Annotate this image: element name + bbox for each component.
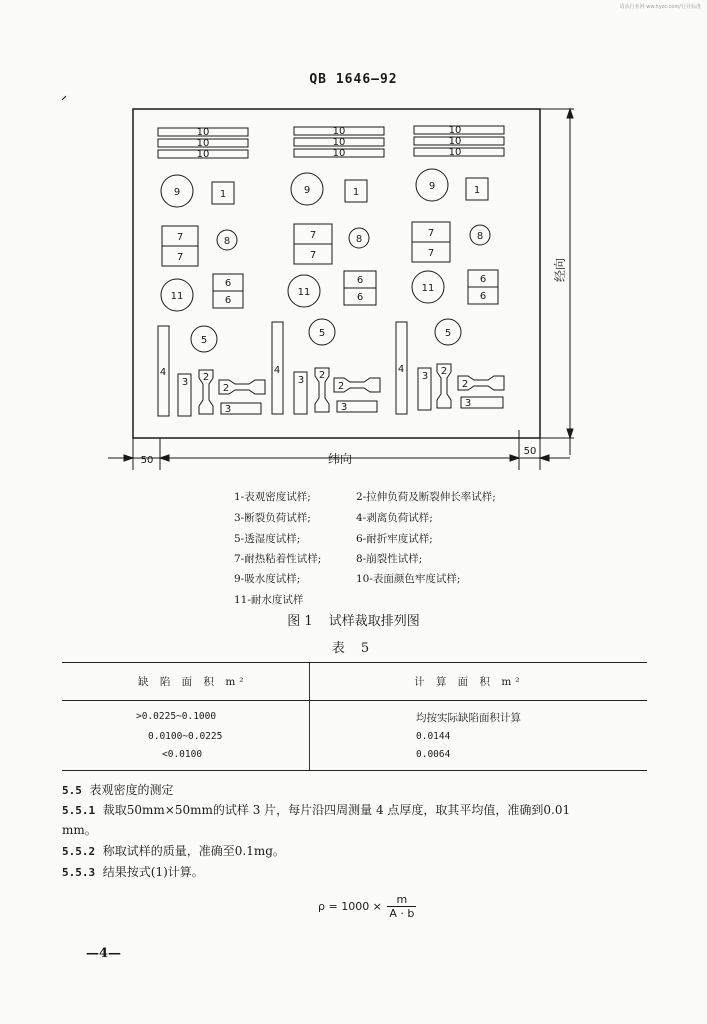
svg-text:1: 1: [352, 187, 360, 198]
svg-text:10: 10: [196, 149, 210, 160]
svg-text:7: 7: [309, 250, 317, 261]
table-bottom-rule: [62, 770, 647, 771]
svg-text:2: 2: [318, 370, 326, 381]
svg-text:3: 3: [340, 402, 348, 413]
left-tick: [62, 96, 66, 100]
left-margin-label: 50: [140, 455, 154, 466]
page-number: —4—: [86, 946, 122, 961]
svg-text:8: 8: [223, 236, 231, 247]
figure-caption: [0, 610, 707, 629]
svg-text:6: 6: [356, 275, 364, 286]
table-cell: >0.0225~0.1000: [136, 711, 217, 722]
svg-text:3: 3: [181, 377, 189, 388]
legend-item: 9-吸水度试样;: [234, 573, 301, 585]
svg-text:8: 8: [355, 234, 363, 245]
legend-item: 4-剥离负荷试样;: [356, 512, 433, 524]
svg-text:4: 4: [273, 365, 281, 376]
legend-item: 11-耐水度试样: [234, 594, 304, 606]
svg-text:10: 10: [448, 136, 462, 147]
svg-text:3: 3: [297, 375, 305, 386]
svg-text:2: 2: [222, 383, 230, 394]
svg-text:9: 9: [303, 185, 311, 196]
svg-text:3: 3: [464, 398, 472, 409]
warp-arrow-bottom: [567, 429, 573, 438]
weft-label: 纬向: [327, 452, 353, 466]
svg-text:2: 2: [461, 379, 469, 390]
legend-item: 10-表面颜色牢度试样;: [356, 573, 461, 585]
svg-text:10: 10: [332, 126, 346, 137]
svg-text:7: 7: [427, 228, 435, 239]
svg-text:7: 7: [309, 230, 317, 241]
legend-item: 1-表观密度试样;: [234, 491, 311, 503]
table-header-calc-area: 计 算 面 积 m²: [414, 676, 524, 688]
table-header-rule: [62, 700, 647, 701]
svg-text:6: 6: [224, 295, 232, 306]
svg-text:7: 7: [176, 232, 184, 243]
legend-item: 2-拉伸负荷及断裂伸长率试样;: [356, 491, 496, 503]
svg-text:9: 9: [428, 181, 436, 192]
table-column-rule: [309, 663, 310, 770]
density-formula: [318, 893, 416, 920]
table-title: 表 5: [331, 641, 376, 656]
legend-item: 8-崩裂性试样;: [356, 553, 423, 565]
table-cell: 0.0064: [416, 749, 451, 760]
right-margin-label: 50: [523, 446, 537, 457]
svg-text:10: 10: [448, 147, 462, 158]
table-cell: 0.0100~0.0225: [148, 731, 223, 742]
svg-text:1: 1: [219, 189, 227, 200]
svg-text:6: 6: [479, 274, 487, 285]
corner-watermark: 请从行业网 ww.hyzc.com/行业标准: [619, 4, 701, 10]
legend-item: 7-耐热粘着性试样;: [234, 553, 322, 565]
svg-text:6: 6: [224, 278, 232, 289]
svg-text:5: 5: [318, 328, 326, 339]
section-5-5-2: 5.5.2 称取试样的质量，准确至0.1mg。: [62, 844, 285, 858]
figure-number: 图 1: [287, 614, 313, 629]
table-cell: 均按实际缺陷面积计算: [416, 712, 521, 724]
svg-text:5: 5: [200, 335, 208, 346]
svg-text:10: 10: [196, 138, 210, 149]
svg-text:3: 3: [224, 404, 232, 415]
table-top-rule: [62, 662, 647, 663]
table-cell: 0.0144: [416, 731, 451, 742]
sample-group-2: [272, 126, 384, 414]
warp-arrow-top: [567, 109, 573, 118]
svg-text:10: 10: [448, 125, 462, 136]
sample-layout-figure: [0, 0, 707, 480]
standard-code-header: QB 1646—92: [309, 72, 398, 87]
legend-item: 6-耐折牢度试样;: [356, 533, 433, 545]
svg-text:7: 7: [427, 248, 435, 259]
svg-text:10: 10: [332, 148, 346, 159]
svg-text:7: 7: [176, 252, 184, 263]
svg-text:2: 2: [202, 372, 210, 383]
section-5-5-1: 5.5.1 裁取50mm×50mm的试样 3 片，每片沿四周测量 4 点厚度，取其平均值，准确到0.01: [62, 803, 571, 817]
svg-text:3: 3: [421, 371, 429, 382]
section-5-5-3: 5.5.3 结果按式(1)计算。: [62, 865, 204, 879]
svg-text:11: 11: [297, 287, 311, 298]
table-header-defect-area: 缺 陷 面 积 m²: [138, 676, 248, 688]
svg-text:8: 8: [476, 231, 484, 242]
svg-text:9: 9: [173, 187, 181, 198]
svg-text:6: 6: [479, 291, 487, 302]
section-5-5: 5.5 表观密度的测定: [62, 783, 174, 797]
legend-item: 3-断裂负荷试样;: [234, 512, 311, 524]
svg-text:11: 11: [421, 283, 435, 294]
svg-text:6: 6: [356, 292, 364, 303]
svg-text:10: 10: [196, 127, 210, 138]
svg-text:4: 4: [159, 367, 167, 378]
legend-item: 5-透湿度试样;: [234, 533, 301, 545]
figure-title: 试样裁取排列图: [328, 614, 420, 629]
svg-text:5: 5: [444, 328, 452, 339]
section-5-5-1-continued: mm。: [62, 823, 97, 837]
formula-denominator: A · b: [389, 907, 415, 920]
sample-group-1: [158, 127, 265, 416]
sample-group-3: [396, 125, 504, 414]
svg-text:11: 11: [170, 291, 184, 302]
table-cell: <0.0100: [162, 749, 203, 760]
svg-text:2: 2: [337, 381, 345, 392]
svg-text:10: 10: [332, 137, 346, 148]
warp-label: 经向: [553, 257, 567, 283]
svg-text:2: 2: [440, 366, 448, 377]
formula-lhs: ρ = 1000 ×: [318, 900, 382, 913]
svg-text:1: 1: [473, 185, 481, 196]
svg-text:4: 4: [397, 364, 405, 375]
formula-numerator: m: [387, 893, 416, 907]
